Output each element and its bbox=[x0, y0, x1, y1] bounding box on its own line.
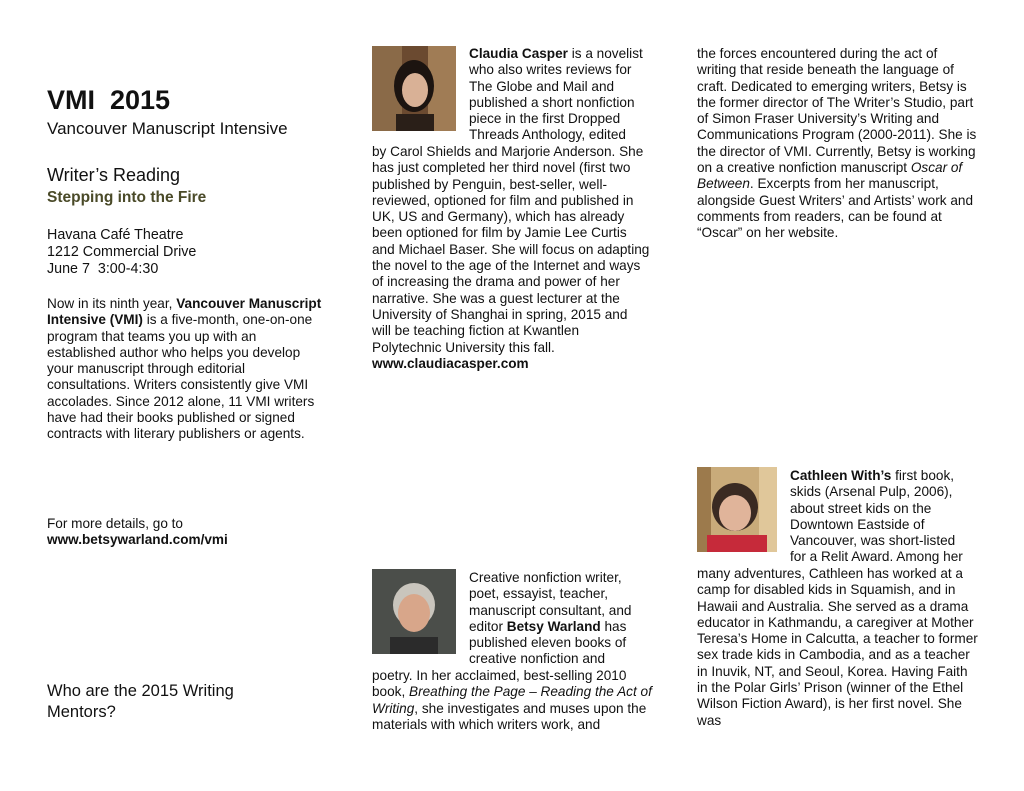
bio-line: first book, bbox=[891, 468, 955, 483]
event-name: Writer’s Reading bbox=[47, 165, 181, 185]
bio-line: skids (Arsenal Pulp, 2006), bbox=[790, 484, 953, 500]
cathleen-with-name: Cathleen With’s bbox=[790, 468, 892, 483]
betsy-warland-photo bbox=[372, 569, 456, 654]
bio-line: manuscript consultant, and bbox=[469, 602, 632, 618]
claudia-casper-website-link[interactable]: www.claudiacasper.com bbox=[372, 355, 529, 371]
venue-address: 1212 Commercial Drive bbox=[47, 244, 197, 260]
betsy-warland-name: Betsy Warland bbox=[506, 618, 601, 634]
details-block bbox=[47, 516, 327, 549]
manuscript-title: Oscar of Between bbox=[697, 160, 963, 192]
venue-name: Havana Café Theatre bbox=[47, 227, 184, 243]
betsy-warland-bio bbox=[372, 668, 652, 733]
claudia-casper-bio-top bbox=[469, 46, 649, 144]
intro-text-start: Now in its ninth year, bbox=[47, 296, 177, 311]
details-link[interactable]: www.betsywarland.com/vmi bbox=[47, 532, 228, 548]
bio-line: editor bbox=[469, 618, 507, 634]
bio-line: creative nonfiction and bbox=[469, 651, 606, 667]
bio-line: who also writes reviews for bbox=[469, 62, 632, 78]
venue-block bbox=[47, 227, 337, 278]
intro-paragraph bbox=[47, 296, 327, 443]
bio-text: . Excerpts from her manuscript, alongside Guest Writers’ and Artists’ work and comments from readers, can be found at “Oscar” on her website. bbox=[697, 176, 974, 241]
bio-line: has bbox=[600, 618, 627, 634]
bio-text: poetry. In her acclaimed, best-selling 2010 book, bbox=[372, 668, 627, 700]
bio-line: published a short nonfiction bbox=[469, 94, 635, 110]
bio-text: many adventures, Cathleen has worked at a camp for disabled kids in Squamish, and in Hawaii and Australia. She served as a drama educator in Kathmandu, a caregiver at Mother Teresa’s Home in Calcutta, a teacher to former sex trade kids in Cambodia, and as a teacher in Inuvik, NT, and Seoul, Korea. Having Faith in the Polar Girls’ Prison (winner of the Ethel Wilson Fiction Award), is her first novel. She was bbox=[697, 566, 978, 728]
bio-line: for a Relit Award. Among her bbox=[790, 549, 963, 565]
page-subtitle: Vancouver Manuscript Intensive bbox=[47, 119, 288, 138]
details-label: For more details, go to bbox=[47, 516, 183, 531]
book-title: Breathing the Page – Reading the Act of Writing bbox=[372, 684, 652, 716]
bio-line: Creative nonfiction writer, bbox=[469, 570, 622, 585]
page-title: VMI 2015 bbox=[47, 85, 171, 115]
claudia-casper-bio bbox=[372, 144, 650, 372]
claudia-casper-photo bbox=[372, 46, 456, 131]
betsy-warland-bio-top bbox=[469, 570, 649, 668]
bio-line: The Globe and Mail and bbox=[469, 78, 615, 94]
bio-line: Vancouver, was short-listed bbox=[790, 533, 956, 549]
claudia-casper-name: Claudia Casper bbox=[469, 46, 568, 61]
cathleen-with-bio-top bbox=[790, 468, 990, 566]
bio-line: Downtown Eastside of bbox=[790, 516, 925, 532]
bio-line: about street kids on the bbox=[790, 500, 932, 516]
cathleen-with-bio bbox=[697, 566, 979, 729]
intro-program-name: Vancouver Manuscript Intensive (VMI) bbox=[47, 296, 322, 328]
bio-line: piece in the first Dropped bbox=[469, 111, 621, 127]
bio-line: poet, essayist, teacher, bbox=[469, 586, 609, 602]
betsy-warland-bio-continued bbox=[697, 46, 977, 242]
event-theme: Stepping into the Fire bbox=[47, 189, 207, 206]
bio-line: is a novelist bbox=[567, 46, 643, 61]
cathleen-with-photo bbox=[697, 467, 777, 552]
bio-text: , she investigates and muses upon the materials with which writers work, and bbox=[372, 700, 647, 732]
event-date-time: June 7 3:00-4:30 bbox=[47, 261, 159, 277]
intro-text-rest: is a five-month, one-on-one program that teams you up with an established author who helps you develop your manuscript through editorial consultations. Writers consistently give VMI accolades. Since 2012 alone, 11 VMI writers have had their books published or signed contracts with literary publishers or agents. bbox=[47, 312, 315, 442]
bio-text: the forces encountered during the act of writing that reside beneath the language of craft. Dedicated to emerging writers, Betsy is the former director of The Writer’s Studio, part of Simon Fraser University’s Writing and Communications Program (2000-2011). She is the director of VMI. Currently, Betsy is working on a creative nonfiction manuscript bbox=[697, 46, 977, 176]
bio-line: published eleven books of bbox=[469, 635, 627, 651]
mentors-heading: Who are the 2015 Writing Mentors? bbox=[47, 682, 234, 721]
bio-line: Threads Anthology, edited bbox=[469, 127, 626, 143]
bio-text: by Carol Shields and Marjorie Anderson. She has just completed her third novel (first two published by Penguin, best-seller, well-reviewed, optioned for film and published in UK, US and Germany), which has already been optioned for film by Jamie Lee Curtis and Michael Baser. She will focus on adapting the novel to the age of the Internet and ways of increasing the drama and power of her narrative. She was a guest lecturer at the University of Shanghai in spring, 2015 and will be teaching fiction at Kwantlen Polytechnic University this fall. bbox=[372, 144, 650, 355]
